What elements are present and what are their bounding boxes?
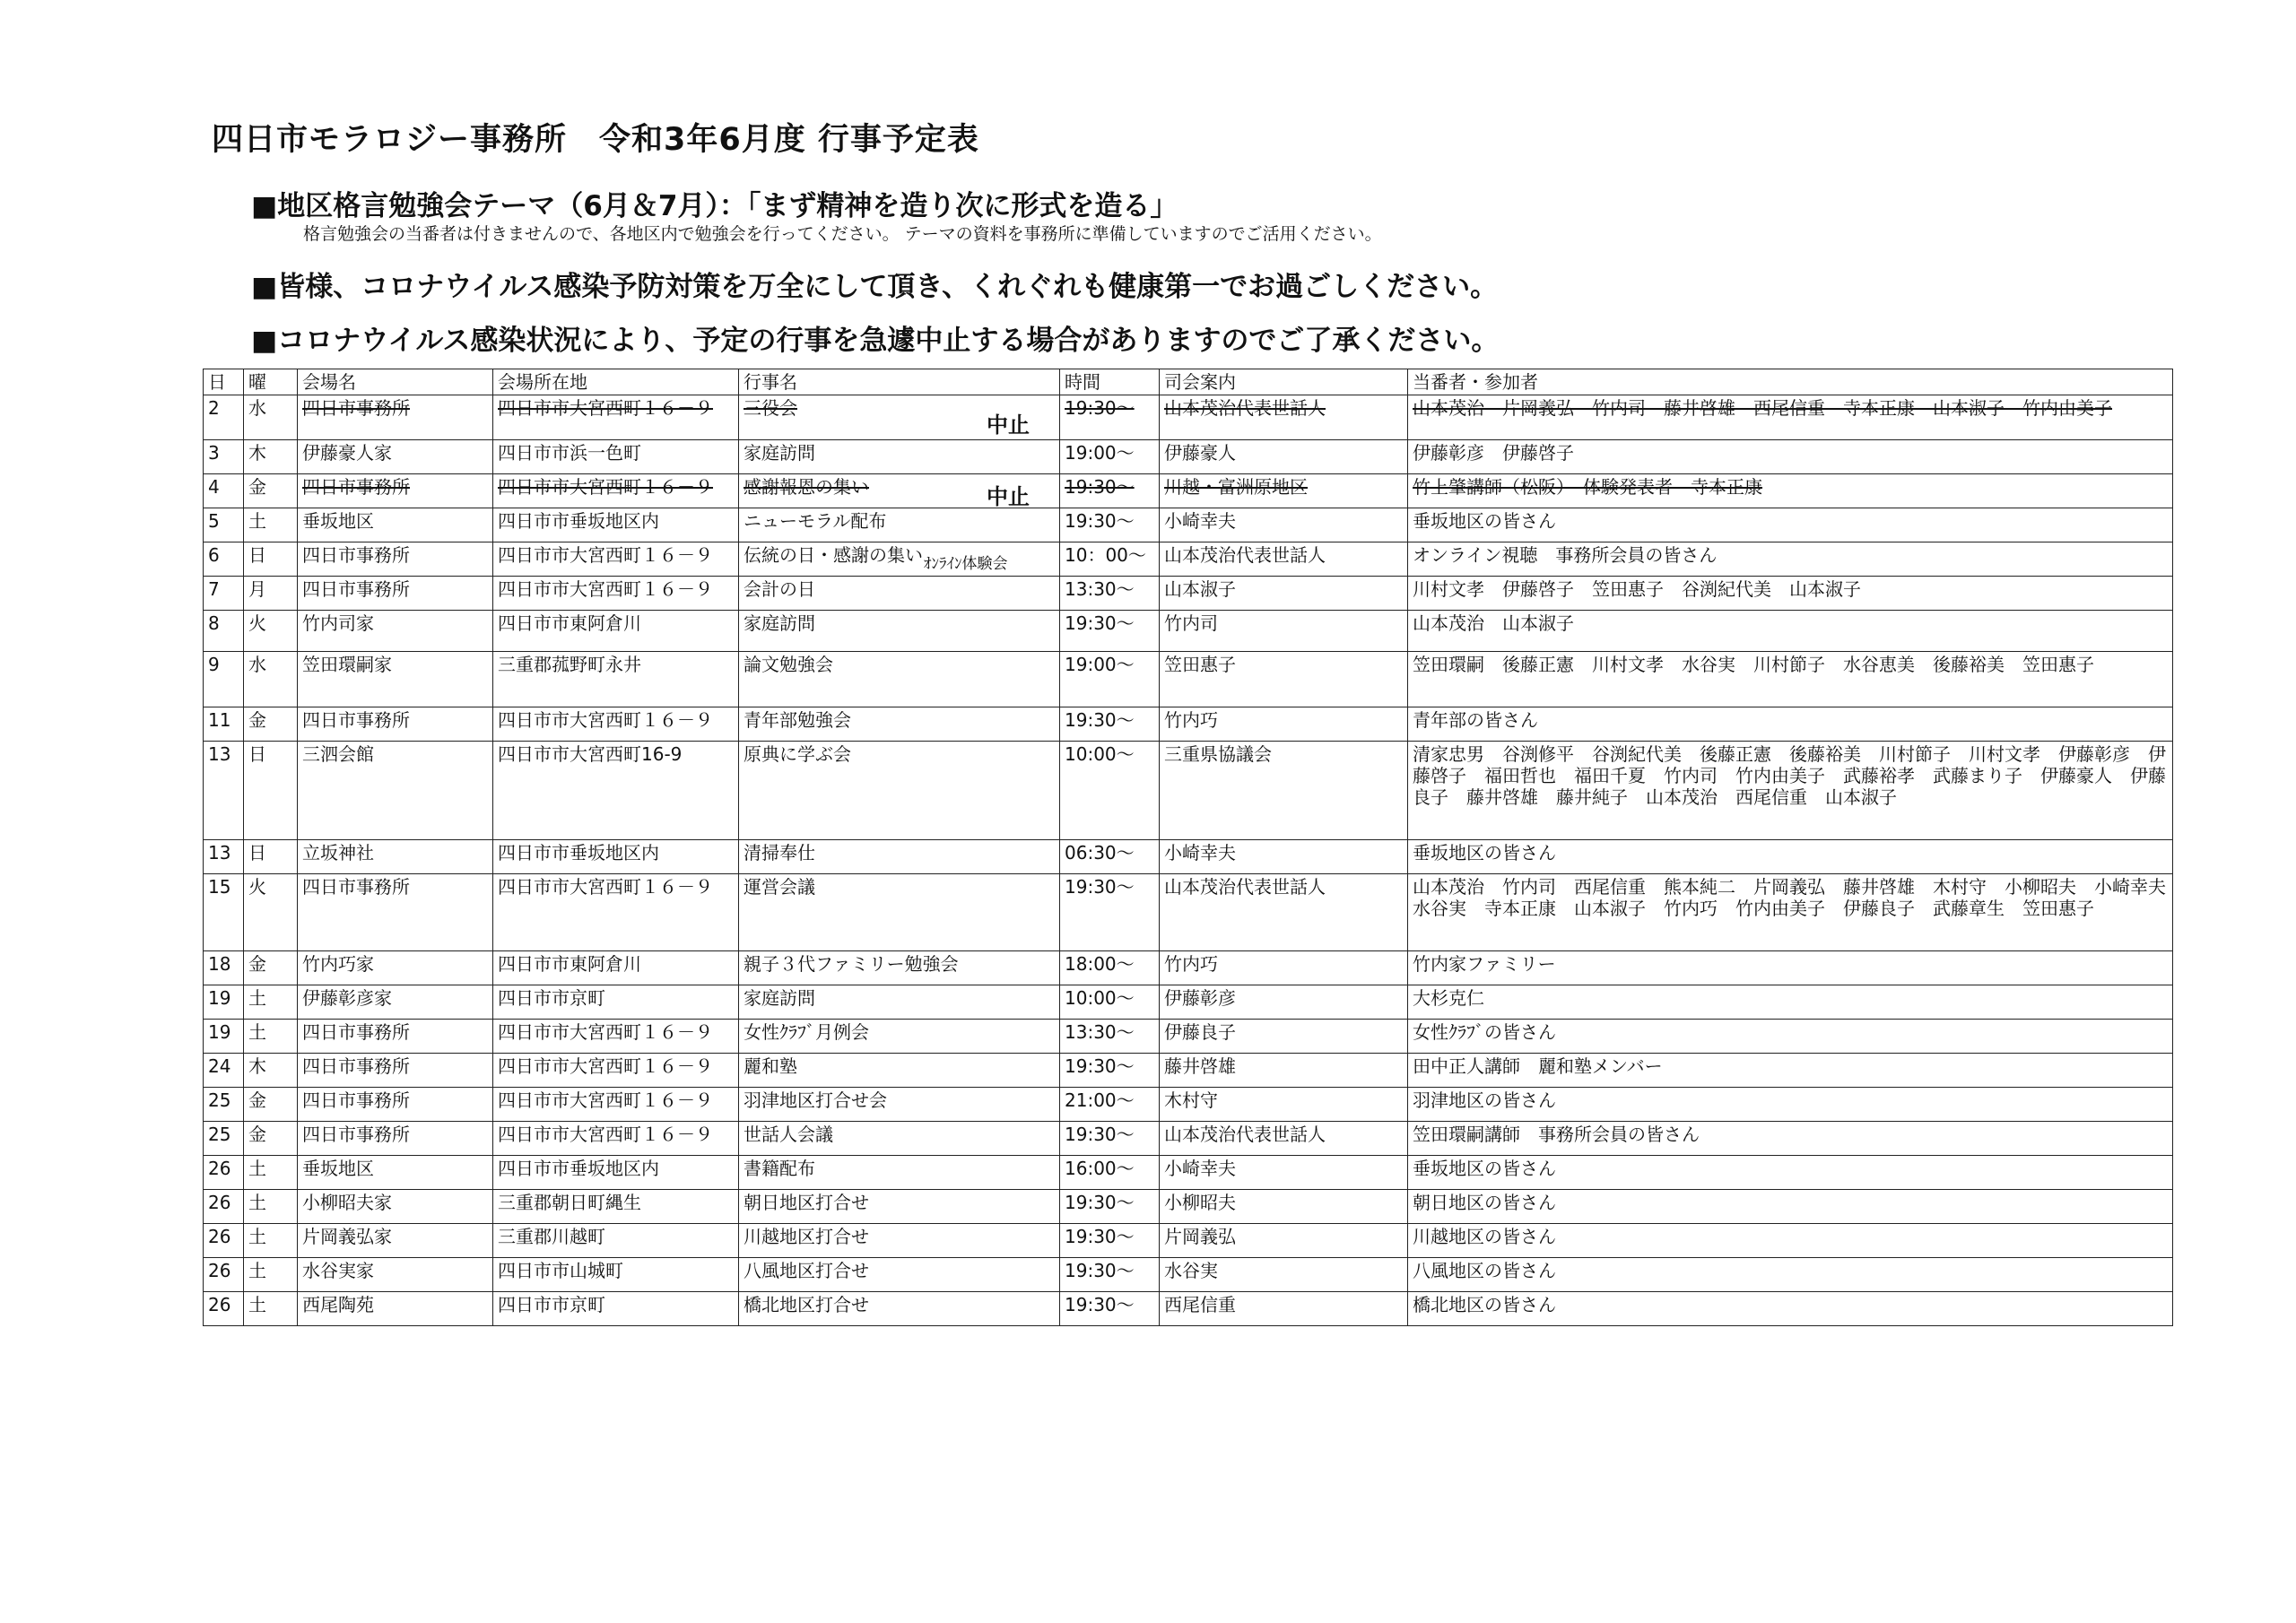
table-row bbox=[204, 1088, 2173, 1122]
cell-host: 西尾信重 bbox=[1160, 1292, 1408, 1326]
table-row bbox=[204, 1156, 2173, 1190]
table-row bbox=[204, 1292, 2173, 1326]
cell-members: 山本茂治 片岡義弘 竹内司 藤井啓雄 西尾信重 寺本正康 山本淑子 竹内由美子 bbox=[1408, 395, 2173, 440]
cell-time: 19:00～ bbox=[1060, 652, 1160, 707]
cell-members: 笠田環嗣講師 事務所会員の皆さん bbox=[1408, 1122, 2173, 1156]
cell-day: 19 bbox=[204, 985, 244, 1020]
cell-day: 5 bbox=[204, 508, 244, 542]
cell-weekday: 木 bbox=[244, 440, 298, 474]
cell-event: 感謝報恩の集い bbox=[739, 474, 1060, 508]
cell-host: 三重県協議会 bbox=[1160, 742, 1408, 840]
cell-members: 笠田環嗣 後藤正憲 川村文孝 水谷実 川村節子 水谷恵美 後藤裕美 笠田惠子 bbox=[1408, 652, 2173, 707]
cell-weekday: 土 bbox=[244, 1292, 298, 1326]
table-row bbox=[204, 1190, 2173, 1224]
cell-event: 青年部勉強会 bbox=[739, 707, 1060, 742]
cell-event: 三役会 bbox=[739, 395, 1060, 440]
cell-members: 青年部の皆さん bbox=[1408, 707, 2173, 742]
cell-venue: 四日市事務所 bbox=[298, 874, 493, 951]
cell-time: 19:30～ bbox=[1060, 611, 1160, 652]
cell-weekday: 日 bbox=[244, 840, 298, 874]
cell-day: 13 bbox=[204, 840, 244, 874]
cell-venue: 竹内巧家 bbox=[298, 951, 493, 985]
table-row bbox=[204, 1224, 2173, 1258]
cell-address: 四日市市京町 bbox=[493, 1292, 739, 1326]
cell-members: 竹内家ファミリー bbox=[1408, 951, 2173, 985]
cell-members: 垂坂地区の皆さん bbox=[1408, 508, 2173, 542]
cell-day: 9 bbox=[204, 652, 244, 707]
cell-members: オンライン視聴 事務所会員の皆さん bbox=[1408, 542, 2173, 577]
table-row bbox=[204, 395, 2173, 440]
cell-weekday: 日 bbox=[244, 742, 298, 840]
cell-host: 藤井啓雄 bbox=[1160, 1054, 1408, 1088]
table-row bbox=[204, 440, 2173, 474]
cell-time: 19:30～ bbox=[1060, 1054, 1160, 1088]
study-theme: ■地区格言勉強会テーマ（6月＆7月）：「まず精神を造り次に形式を造る」 bbox=[251, 190, 1178, 222]
cell-host: 竹内巧 bbox=[1160, 951, 1408, 985]
cell-address: 四日市市大宮西町１６－９ bbox=[493, 474, 739, 508]
cell-address: 四日市市大宮西町１６－９ bbox=[493, 577, 739, 611]
cell-event: 親子３代ファミリー勉強会 bbox=[739, 951, 1060, 985]
cell-weekday: 金 bbox=[244, 1122, 298, 1156]
cell-venue: 伊藤彰彦家 bbox=[298, 985, 493, 1020]
table-row bbox=[204, 542, 2173, 577]
cell-venue: 笠田環嗣家 bbox=[298, 652, 493, 707]
table-header-row bbox=[204, 369, 2173, 395]
cell-host: 小崎幸夫 bbox=[1160, 508, 1408, 542]
table-row bbox=[204, 874, 2173, 951]
cell-address: 四日市市大宮西町１６－９ bbox=[493, 1088, 739, 1122]
cell-members: 垂坂地区の皆さん bbox=[1408, 1156, 2173, 1190]
cell-day: 25 bbox=[204, 1122, 244, 1156]
cell-host: 片岡義弘 bbox=[1160, 1224, 1408, 1258]
col-header-day: 日 bbox=[204, 369, 244, 395]
cell-weekday: 月 bbox=[244, 577, 298, 611]
cell-host: 山本茂治代表世話人 bbox=[1160, 542, 1408, 577]
cell-event: 伝統の日・感謝の集い bbox=[739, 542, 1060, 577]
cell-weekday: 土 bbox=[244, 508, 298, 542]
cell-venue: 四日市事務所 bbox=[298, 395, 493, 440]
cell-host: 川越・富洲原地区 bbox=[1160, 474, 1408, 508]
cell-address: 四日市市大宮西町１６－９ bbox=[493, 1054, 739, 1088]
cell-address: 三重郡川越町 bbox=[493, 1224, 739, 1258]
cell-address: 四日市市垂坂地区内 bbox=[493, 840, 739, 874]
cell-venue: 片岡義弘家 bbox=[298, 1224, 493, 1258]
cell-venue: 垂坂地区 bbox=[298, 1156, 493, 1190]
cell-time: 10:00～ bbox=[1060, 985, 1160, 1020]
cell-day: 26 bbox=[204, 1156, 244, 1190]
cell-host: 伊藤彰彦 bbox=[1160, 985, 1408, 1020]
cell-weekday: 火 bbox=[244, 874, 298, 951]
cell-members: 伊藤彰彦 伊藤啓子 bbox=[1408, 440, 2173, 474]
cell-host: 竹内巧 bbox=[1160, 707, 1408, 742]
cell-members: 垂坂地区の皆さん bbox=[1408, 840, 2173, 874]
cell-day: 11 bbox=[204, 707, 244, 742]
cell-weekday: 土 bbox=[244, 1190, 298, 1224]
cancellation-notice: ■コロナウイルス感染状況により、予定の行事を急遽中止する場合がありますのでご了承ください。 bbox=[251, 325, 1500, 357]
cell-event: 世話人会議 bbox=[739, 1122, 1060, 1156]
cancelled-label: 中止 bbox=[987, 484, 1030, 509]
cell-event: 運営会議 bbox=[739, 874, 1060, 951]
cell-weekday: 土 bbox=[244, 985, 298, 1020]
cell-time: 19:00～ bbox=[1060, 440, 1160, 474]
cell-members: 川村文孝 伊藤啓子 笠田惠子 谷渕紀代美 山本淑子 bbox=[1408, 577, 2173, 611]
cell-day: 26 bbox=[204, 1224, 244, 1258]
cell-event: 清掃奉仕 bbox=[739, 840, 1060, 874]
cell-address: 四日市市大宮西町１６－９ bbox=[493, 542, 739, 577]
cell-address: 四日市市東阿倉川 bbox=[493, 611, 739, 652]
cell-weekday: 金 bbox=[244, 474, 298, 508]
cell-venue: 小柳昭夫家 bbox=[298, 1190, 493, 1224]
cell-weekday: 金 bbox=[244, 1088, 298, 1122]
cell-address: 四日市市山城町 bbox=[493, 1258, 739, 1292]
cell-weekday: 金 bbox=[244, 951, 298, 985]
cell-day: 13 bbox=[204, 742, 244, 840]
cell-venue: 四日市事務所 bbox=[298, 1054, 493, 1088]
cell-members: 橋北地区の皆さん bbox=[1408, 1292, 2173, 1326]
cell-venue: 竹内司家 bbox=[298, 611, 493, 652]
cell-venue: 垂坂地区 bbox=[298, 508, 493, 542]
cell-weekday: 火 bbox=[244, 611, 298, 652]
cell-time: 19:30～ bbox=[1060, 1292, 1160, 1326]
cell-time: 21:00～ bbox=[1060, 1088, 1160, 1122]
cell-venue: 四日市事務所 bbox=[298, 542, 493, 577]
cell-members: 山本茂治 竹内司 西尾信重 熊本純二 片岡義弘 藤井啓雄 木村守 小柳昭夫 小崎幸夫 水谷実 寺本正康 山本淑子 竹内巧 竹内由美子 伊藤良子 武藤章生 笠田惠子 bbox=[1408, 874, 2173, 951]
cell-host: 伊藤豪人 bbox=[1160, 440, 1408, 474]
table-row bbox=[204, 1122, 2173, 1156]
cell-members: 山本茂治 山本淑子 bbox=[1408, 611, 2173, 652]
cell-address: 四日市市大宮西町１６－９ bbox=[493, 1122, 739, 1156]
cell-members: 大杉克仁 bbox=[1408, 985, 2173, 1020]
cell-host: 木村守 bbox=[1160, 1088, 1408, 1122]
cell-day: 24 bbox=[204, 1054, 244, 1088]
cell-day: 7 bbox=[204, 577, 244, 611]
cell-time: 16:00～ bbox=[1060, 1156, 1160, 1190]
table-row bbox=[204, 1258, 2173, 1292]
table-row bbox=[204, 1020, 2173, 1054]
cell-members: 朝日地区の皆さん bbox=[1408, 1190, 2173, 1224]
table-row bbox=[204, 840, 2173, 874]
cell-event: 川越地区打合せ bbox=[739, 1224, 1060, 1258]
cell-venue: 四日市事務所 bbox=[298, 1088, 493, 1122]
cell-event: 朝日地区打合せ bbox=[739, 1190, 1060, 1224]
cell-time: 19:30～ bbox=[1060, 1122, 1160, 1156]
cell-venue: 四日市事務所 bbox=[298, 1122, 493, 1156]
cell-time: 13:30～ bbox=[1060, 1020, 1160, 1054]
cell-day: 26 bbox=[204, 1292, 244, 1326]
cell-venue: 西尾陶苑 bbox=[298, 1292, 493, 1326]
table-row bbox=[204, 742, 2173, 840]
cell-venue: 水谷実家 bbox=[298, 1258, 493, 1292]
cell-members: 羽津地区の皆さん bbox=[1408, 1088, 2173, 1122]
cell-time: 19:30～ bbox=[1060, 508, 1160, 542]
cell-weekday: 土 bbox=[244, 1224, 298, 1258]
cell-venue: 四日市事務所 bbox=[298, 1020, 493, 1054]
cell-time: 18:00～ bbox=[1060, 951, 1160, 985]
cell-host: 山本淑子 bbox=[1160, 577, 1408, 611]
col-header-address: 会場所在地 bbox=[493, 369, 739, 395]
table-row bbox=[204, 1054, 2173, 1088]
cell-weekday: 土 bbox=[244, 1020, 298, 1054]
cell-event: 原典に学ぶ会 bbox=[739, 742, 1060, 840]
cell-host: 山本茂治代表世話人 bbox=[1160, 395, 1408, 440]
cell-time: 19:30～ bbox=[1060, 395, 1160, 440]
cancelled-label: 中止 bbox=[987, 412, 1030, 438]
table-row bbox=[204, 985, 2173, 1020]
cell-host: 小崎幸夫 bbox=[1160, 840, 1408, 874]
cell-address: 四日市市大宮西町１６－９ bbox=[493, 395, 739, 440]
cell-day: 19 bbox=[204, 1020, 244, 1054]
table-row bbox=[204, 951, 2173, 985]
cell-venue: 四日市事務所 bbox=[298, 577, 493, 611]
cell-event: 会計の日 bbox=[739, 577, 1060, 611]
cell-venue: 三泗会館 bbox=[298, 742, 493, 840]
cell-venue: 四日市事務所 bbox=[298, 474, 493, 508]
cell-members: 川越地区の皆さん bbox=[1408, 1224, 2173, 1258]
cell-address: 四日市市京町 bbox=[493, 985, 739, 1020]
cell-host: 伊藤良子 bbox=[1160, 1020, 1408, 1054]
table-row bbox=[204, 652, 2173, 707]
cell-members: 女性ｸﾗﾌﾞの皆さん bbox=[1408, 1020, 2173, 1054]
cell-time: 19:30～ bbox=[1060, 1190, 1160, 1224]
cell-address: 四日市市東阿倉川 bbox=[493, 951, 739, 985]
cell-day: 26 bbox=[204, 1258, 244, 1292]
table-row bbox=[204, 707, 2173, 742]
cell-address: 四日市市大宮西町１６－９ bbox=[493, 874, 739, 951]
cell-day: 26 bbox=[204, 1190, 244, 1224]
cell-event: 麗和塾 bbox=[739, 1054, 1060, 1088]
page-title: 四日市モラロジー事務所 令和3年6月度 行事予定表 bbox=[212, 122, 979, 158]
cell-time: 10：00～ bbox=[1060, 542, 1160, 577]
col-header-time: 時間 bbox=[1060, 369, 1160, 395]
cell-address: 四日市市大宮西町16-9 bbox=[493, 742, 739, 840]
cell-day: 8 bbox=[204, 611, 244, 652]
cell-event: 家庭訪問 bbox=[739, 611, 1060, 652]
cell-day: 25 bbox=[204, 1088, 244, 1122]
cell-time: 19:30～ bbox=[1060, 1224, 1160, 1258]
cell-members: 八風地区の皆さん bbox=[1408, 1258, 2173, 1292]
cell-time: 10:00～ bbox=[1060, 742, 1160, 840]
cell-weekday: 木 bbox=[244, 1054, 298, 1088]
cell-day: 3 bbox=[204, 440, 244, 474]
cell-event: 女性ｸﾗﾌﾞ月例会 bbox=[739, 1020, 1060, 1054]
cell-host: 山本茂治代表世話人 bbox=[1160, 1122, 1408, 1156]
col-header-host: 司会案内 bbox=[1160, 369, 1408, 395]
cell-address: 三重郡菰野町永井 bbox=[493, 652, 739, 707]
cell-weekday: 水 bbox=[244, 395, 298, 440]
cell-weekday: 土 bbox=[244, 1156, 298, 1190]
cell-event: 羽津地区打合せ会 bbox=[739, 1088, 1060, 1122]
cell-host: 小崎幸夫 bbox=[1160, 1156, 1408, 1190]
cell-host: 笠田惠子 bbox=[1160, 652, 1408, 707]
cell-weekday: 日 bbox=[244, 542, 298, 577]
cell-members: 清家忠男 谷渕修平 谷渕紀代美 後藤正憲 後藤裕美 川村節子 川村文孝 伊藤彰彦 伊藤啓子 福田哲也 福田千夏 竹内司 竹内由美子 武藤裕孝 武藤まり子 伊藤豪人 伊藤良子 藤井啓雄 藤井純子 山本茂治 西尾信重 山本淑子 bbox=[1408, 742, 2173, 840]
cell-event: 家庭訪問 bbox=[739, 985, 1060, 1020]
cell-time: 06:30～ bbox=[1060, 840, 1160, 874]
col-header-event: 行事名 bbox=[739, 369, 1060, 395]
cell-time: 19:30～ bbox=[1060, 874, 1160, 951]
cell-day: 4 bbox=[204, 474, 244, 508]
cell-weekday: 金 bbox=[244, 707, 298, 742]
cell-address: 四日市市大宮西町１６－９ bbox=[493, 707, 739, 742]
cell-time: 13:30～ bbox=[1060, 577, 1160, 611]
cell-venue: 立坂神社 bbox=[298, 840, 493, 874]
cell-address: 三重郡朝日町縄生 bbox=[493, 1190, 739, 1224]
cell-event: 家庭訪問 bbox=[739, 440, 1060, 474]
cell-day: 6 bbox=[204, 542, 244, 577]
cell-day: 18 bbox=[204, 951, 244, 985]
cell-members: 田中正人講師 麗和塾メンバー bbox=[1408, 1054, 2173, 1088]
cell-host: 山本茂治代表世話人 bbox=[1160, 874, 1408, 951]
cell-event: 橋北地区打合せ bbox=[739, 1292, 1060, 1326]
cell-weekday: 水 bbox=[244, 652, 298, 707]
cell-time: 19:30～ bbox=[1060, 1258, 1160, 1292]
infection-prevention-notice: ■皆様、コロナウイルス感染予防対策を万全にして頂き、くれぐれも健康第一でお過ごしください。 bbox=[251, 271, 1499, 303]
cell-host: 水谷実 bbox=[1160, 1258, 1408, 1292]
col-header-members: 当番者・参加者 bbox=[1408, 369, 2173, 395]
schedule-table bbox=[203, 369, 2184, 1326]
cell-members: 竹上肇講師（松阪） 体験発表者 寺本正康 bbox=[1408, 474, 2173, 508]
col-header-weekday: 曜 bbox=[244, 369, 298, 395]
cell-venue: 伊藤豪人家 bbox=[298, 440, 493, 474]
col-header-venue: 会場名 bbox=[298, 369, 493, 395]
cell-address: 四日市市浜一色町 bbox=[493, 440, 739, 474]
cell-weekday: 土 bbox=[244, 1258, 298, 1292]
cell-host: 小柳昭夫 bbox=[1160, 1190, 1408, 1224]
cell-address: 四日市市垂坂地区内 bbox=[493, 1156, 739, 1190]
cell-time: 19:30～ bbox=[1060, 707, 1160, 742]
cell-event: 八風地区打合せ bbox=[739, 1258, 1060, 1292]
cell-event: 論文勉強会 bbox=[739, 652, 1060, 707]
cell-venue: 四日市事務所 bbox=[298, 707, 493, 742]
cell-host: 竹内司 bbox=[1160, 611, 1408, 652]
online-event-label: ｵﾝﾗｲﾝ体験会 bbox=[924, 555, 1008, 573]
cell-address: 四日市市大宮西町１６－９ bbox=[493, 1020, 739, 1054]
cell-event: 書籍配布 bbox=[739, 1156, 1060, 1190]
cell-time: 19:30～ bbox=[1060, 474, 1160, 508]
cell-address: 四日市市垂坂地区内 bbox=[493, 508, 739, 542]
table-row bbox=[204, 508, 2173, 542]
cell-day: 2 bbox=[204, 395, 244, 440]
cell-event: ニューモラル配布 bbox=[739, 508, 1060, 542]
table-row bbox=[204, 577, 2173, 611]
table-row bbox=[204, 474, 2173, 508]
study-theme-note: 格言勉強会の当番者は付きませんので、各地区内で勉強会を行ってください。 テーマの資料を事務所に準備していますのでご活用ください。 bbox=[303, 224, 1382, 244]
cell-day: 15 bbox=[204, 874, 244, 951]
table-row bbox=[204, 611, 2173, 652]
